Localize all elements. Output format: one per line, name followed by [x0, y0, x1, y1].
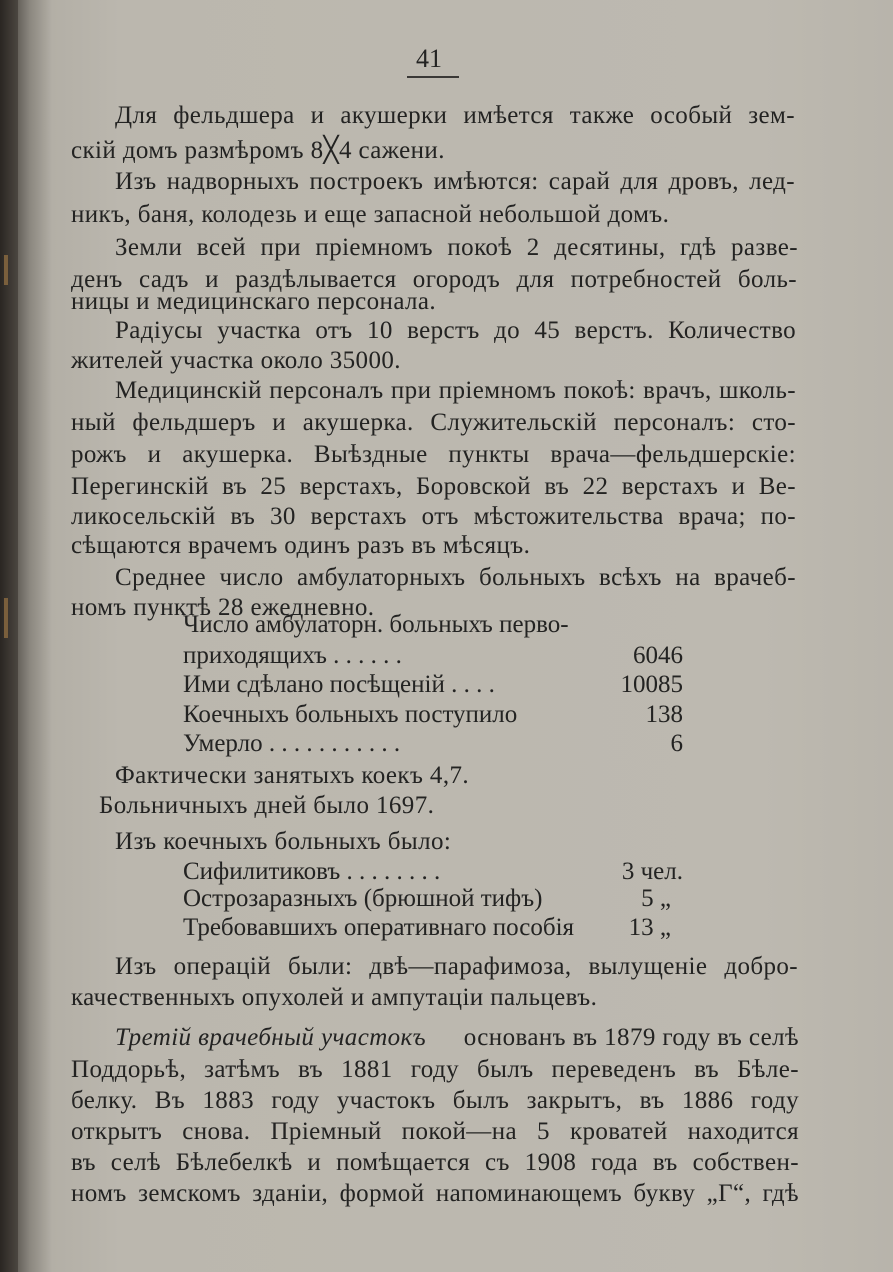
stats-value: 10085	[620, 671, 683, 698]
stats-value: 6046	[633, 642, 683, 669]
paragraph-line: сѣщаются врачемъ одинъ разъ въ мѣсяцъ.	[71, 532, 531, 559]
stats-value: 6	[670, 730, 683, 757]
paragraph-line: денъ садъ и раздѣлывается огородъ для потребностей боль-	[71, 266, 797, 293]
paragraph-line: жителей участка около 35000.	[71, 347, 401, 374]
stats-label: Коечныхъ больныхъ поступило	[183, 701, 518, 728]
spine-mark	[4, 598, 8, 638]
district-title: Третій врачебный участокъ	[115, 1024, 427, 1051]
book-spine	[0, 0, 18, 1272]
paragraph-line: скій домъ размѣромъ 8╳4 сажени.	[71, 137, 445, 164]
paragraph-line: въ селѣ Бѣлебелкѣ и помѣщается съ 1908 года въ собствен-	[71, 1149, 799, 1176]
paragraph-line: Для фельдшера и акушерки имѣется также особый зем-	[115, 102, 795, 129]
page-number: 41	[416, 44, 442, 73]
paragraph-line: Изъ операцій были: двѣ—парафимоза, вылущеніе добро-	[115, 953, 798, 980]
paragraph-line: номъ земскомъ зданіи, формой напоминающемъ букву „Г“, гдѣ	[71, 1180, 799, 1207]
paragraph-line: ликосельскій въ 30 верстахъ отъ мѣстожительства врача; по-	[71, 503, 796, 530]
paragraph-line: Фактически занятыхъ коекъ 4,7.	[115, 762, 470, 789]
page-number-rule	[407, 76, 459, 78]
paragraph-line: Изъ коечныхъ больныхъ было:	[115, 828, 452, 855]
paragraph-line-rest: основанъ въ 1879 году въ селѣ	[463, 1024, 799, 1051]
paragraph-line: никъ, баня, колодезь и еще запасной небольшой домъ.	[71, 201, 670, 228]
patients-value: 5 „	[641, 885, 671, 912]
paragraph-line: Медицинскій персоналъ при пріемномъ покоѣ: врачъ, школь-	[115, 377, 796, 404]
patients-value: 3 чел.	[621, 858, 683, 885]
stats-label: приходящихъ . . . . . .	[183, 642, 402, 669]
paragraph-line: номъ пунктѣ 28 ежедневно.	[71, 594, 375, 621]
stats-value: 138	[645, 701, 683, 728]
paragraph-line: ницы и медицинскаго персонала.	[71, 288, 437, 315]
stats-label: Ими сдѣлано посѣщеній . . . .	[183, 671, 495, 698]
patients-label: Сифилитиковъ . . . . . . . .	[183, 858, 441, 885]
stats-label: Умерло . . . . . . . . . . .	[183, 730, 401, 757]
paragraph-line: Перегинскій въ 25 верстахъ, Боровской въ 22 верстахъ и Ве-	[71, 473, 796, 500]
paragraph-line: Радіусы участка отъ 10 верстъ до 45 верстъ. Количество	[115, 317, 796, 344]
paragraph-line: Земли всей при пріемномъ покоѣ 2 десятины, гдѣ разве-	[115, 234, 798, 261]
paragraph-line: Больничныхъ дней было 1697.	[99, 792, 435, 819]
paragraph-line: рожъ и акушерка. Выѣздные пункты врача—фельдшерскіе:	[71, 441, 796, 468]
stats-label: Число амбулаторн. больныхъ перво-	[183, 611, 569, 638]
spine-mark	[4, 255, 8, 285]
paragraph-line: Среднее число амбулаторныхъ больныхъ всѣхъ на врачеб-	[115, 564, 796, 591]
paragraph-line: белку. Въ 1883 году участокъ былъ закрытъ, въ 1886 году	[71, 1087, 799, 1114]
patients-value: 13 „	[628, 914, 671, 941]
paragraph-line: качественныхъ опухолей и ампутаціи пальцевъ.	[71, 984, 598, 1011]
paragraph-line: открытъ снова. Пріемный покой—на 5 кроватей находится	[71, 1118, 799, 1145]
paragraph-line: Поддорьѣ, затѣмъ въ 1881 году былъ переведенъ въ Бѣле-	[71, 1056, 799, 1083]
patients-label: Требовавшихъ оперативнаго пособія	[183, 914, 575, 941]
paragraph-line: Изъ надворныхъ построекъ имѣются: сарай для дровъ, лед-	[115, 168, 795, 195]
paragraph-line: ный фельдшеръ и акушерка. Служительскій персоналъ: сто-	[71, 409, 796, 436]
patients-label: Острозаразныхъ (брюшной тифъ)	[183, 885, 543, 912]
